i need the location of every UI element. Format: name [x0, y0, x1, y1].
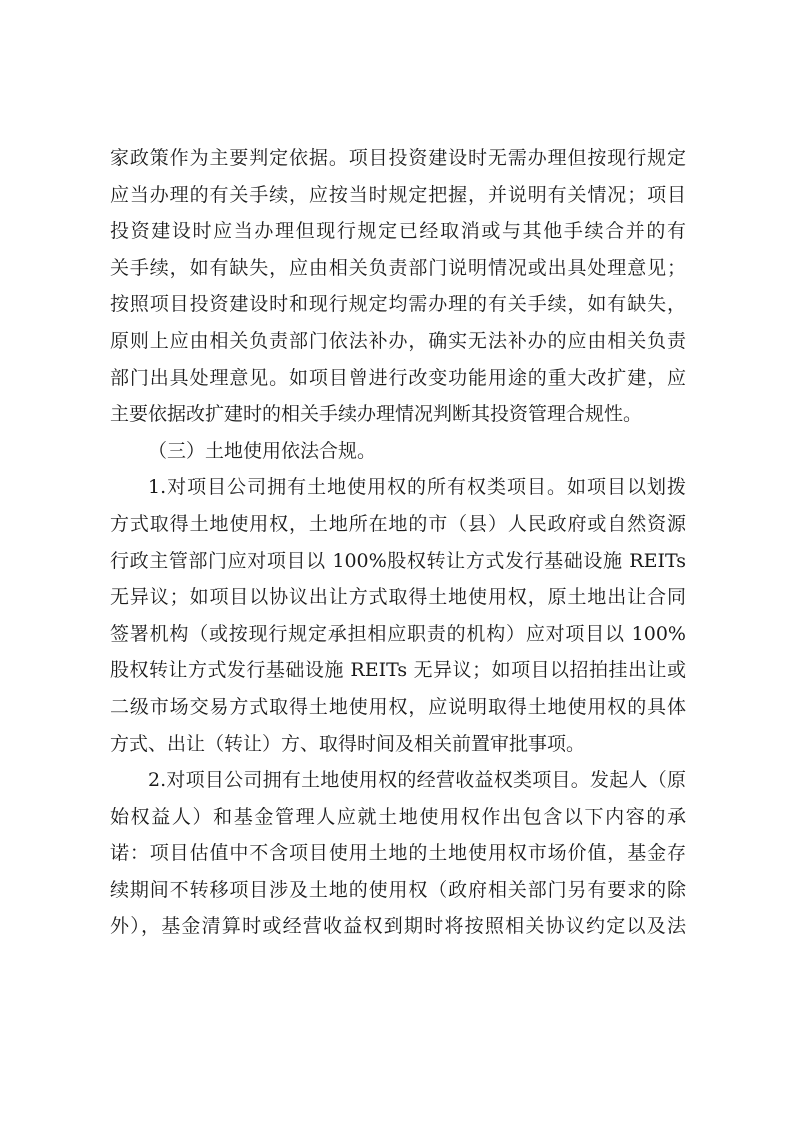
text-line: 行政主管部门应对项目以 100%股权转让方式发行基础设施 REITs — [110, 549, 686, 572]
text-line: 诺：项目估值中不含项目使用土地的土地使用权市场价值，基金存 — [110, 842, 686, 865]
text-line: 无异议；如项目以协议出让方式取得土地使用权，原土地出让合同 — [110, 586, 686, 609]
text-line: 主要依据改扩建时的相关手续办理情况判断其投资管理合规性。 — [110, 403, 643, 426]
paragraph-land-ownership — [110, 469, 686, 762]
text-line: 股权转让方式发行基础设施 REITs 无异议；如项目以招拍挂出让或 — [110, 659, 686, 682]
text-line: 1.对项目公司拥有土地使用权的所有权类项目。如项目以划拨 — [148, 476, 686, 499]
paragraph-policy-compliance — [110, 140, 686, 433]
text-line: 投资建设时应当办理但现行规定已经取消或与其他手续合并的有 — [110, 220, 686, 243]
document-body — [110, 140, 686, 945]
text-line: 应当办理的有关手续，应按当时规定把握，并说明有关情况；项目 — [110, 183, 686, 206]
text-line: 方式取得土地使用权，土地所在地的市（县）人民政府或自然资源 — [110, 512, 686, 535]
text-line: 部门出具处理意见。如项目曾进行改变功能用途的重大改扩建，应 — [110, 366, 686, 389]
text-line: 始权益人）和基金管理人应就土地使用权作出包含以下内容的承 — [110, 805, 686, 828]
text-line: 按照项目投资建设时和现行规定均需办理的有关手续，如有缺失， — [110, 293, 686, 316]
text-line: 家政策作为主要判定依据。项目投资建设时无需办理但按现行规定 — [110, 147, 686, 169]
text-line: 关手续，如有缺失，应由相关负责部门说明情况或出具处理意见； — [110, 256, 686, 279]
text-line: 签署机构（或按现行规定承担相应职责的机构）应对项目以 100% — [110, 622, 686, 645]
text-line: 原则上应由相关负责部门依法补办，确实无法补办的应由相关负责 — [110, 329, 686, 352]
paragraph-operating-income-rights — [110, 762, 686, 945]
text-line: 外），基金清算时或经营收益权到期时将按照相关协议约定以及法 — [110, 915, 686, 938]
text-line: 二级市场交易方式取得土地使用权，应说明取得土地使用权的具体 — [110, 695, 686, 718]
text-line: 方式、出让（转让）方、取得时间及相关前置审批事项。 — [110, 732, 586, 755]
text-line: 续期间不转移项目涉及土地的使用权（政府相关部门另有要求的除 — [110, 878, 686, 901]
section-heading: （三）土地使用依法合规。 — [148, 439, 377, 462]
text-line: 2.对项目公司拥有土地使用权的经营收益权类项目。发起人（原 — [148, 769, 686, 792]
